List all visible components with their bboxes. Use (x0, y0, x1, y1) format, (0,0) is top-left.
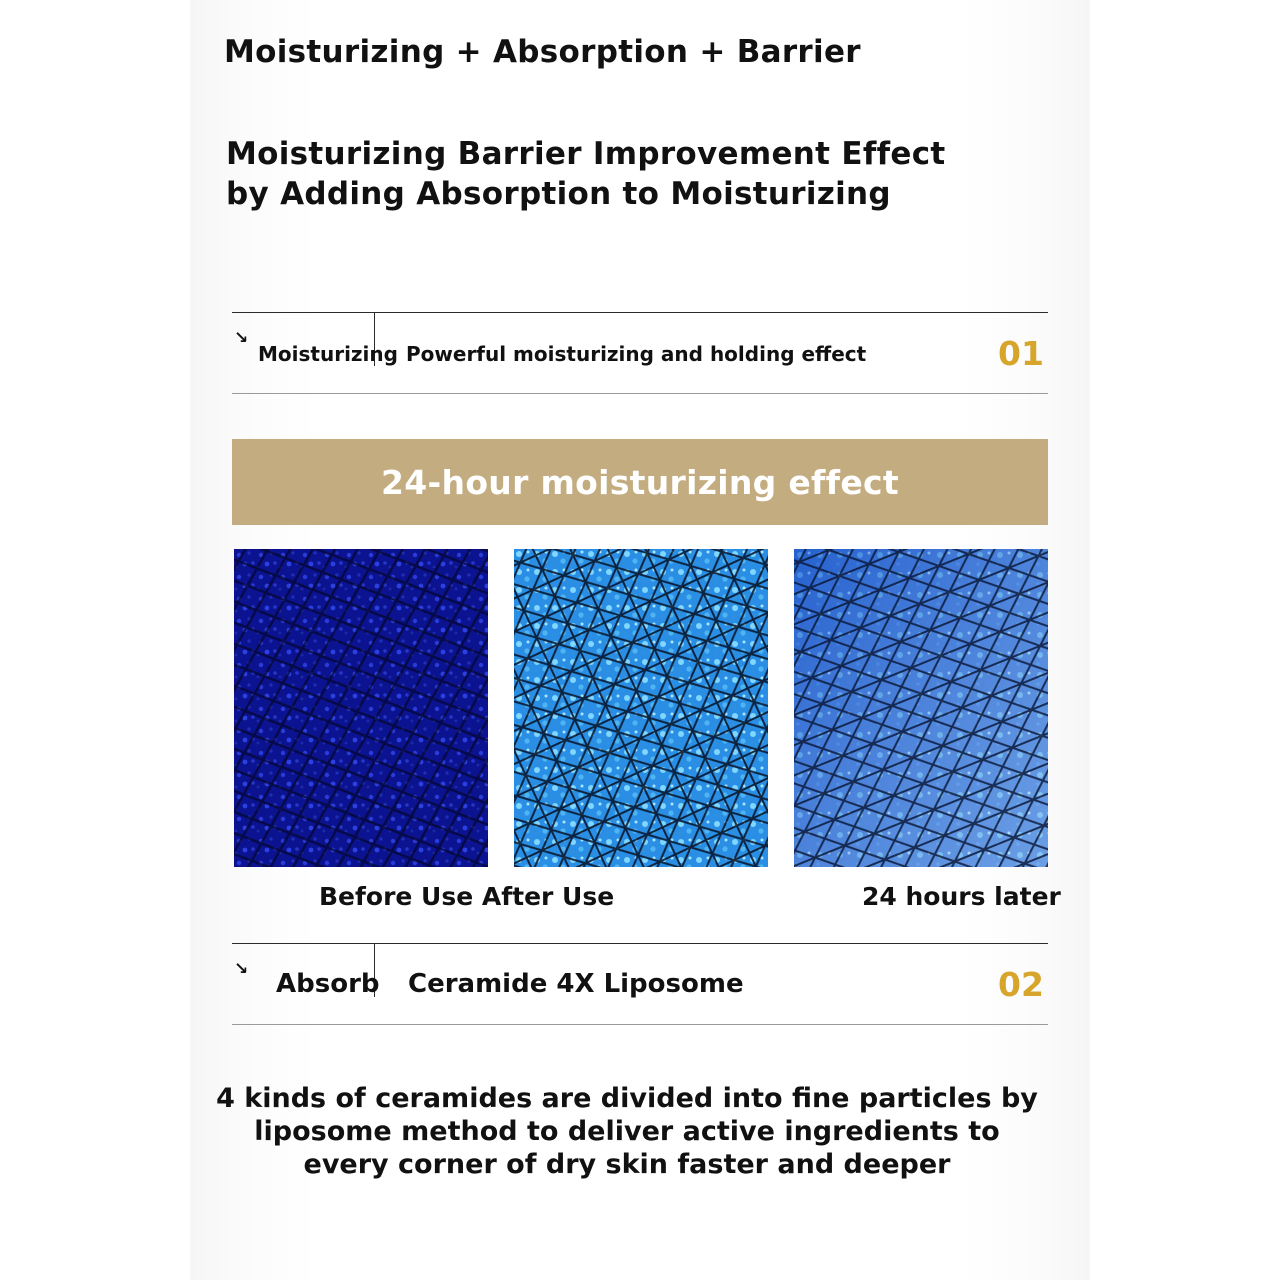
banner-title: 24-hour moisturizing effect (381, 462, 899, 502)
subtitle-line-2: by Adding Absorption to Moisturizing (226, 176, 891, 212)
subtitle-line-1: Moisturizing Barrier Improvement Effect (226, 136, 946, 172)
section-2-number: 02 (998, 965, 1044, 1004)
section-1-top-rule (232, 312, 1048, 313)
body-line-1: 4 kinds of ceramides are divided into fine particles by (216, 1083, 1038, 1114)
section-2-label: Absorb (276, 969, 380, 999)
section-1-label: Moisturizing (258, 342, 398, 366)
body-line-3: every corner of dry skin faster and deeper (303, 1149, 951, 1180)
ceramide-description (0, 1082, 1254, 1181)
arrow-down-right-icon: ↘ (234, 328, 249, 348)
section-1-number: 01 (998, 334, 1044, 373)
body-line-2: liposome method to deliver active ingredients to (254, 1116, 1000, 1147)
subtitle (226, 134, 946, 214)
section-2-description: Ceramide 4X Liposome (408, 969, 744, 999)
arrow-down-right-icon: ↘ (234, 959, 249, 979)
section-1-description: Powerful moisturizing and holding effect (406, 342, 867, 366)
24-hours-later-skin-image (794, 549, 1048, 867)
moisturizing-effect-banner (232, 439, 1048, 525)
before-use-skin-image (234, 549, 488, 867)
caption-24-hours-later: 24 hours later (862, 882, 1061, 911)
caption-before-after: Before Use After Use (319, 882, 615, 911)
after-use-skin-image (514, 549, 768, 867)
headline: Moisturizing + Absorption + Barrier (224, 34, 861, 70)
section-2-bottom-rule (232, 1024, 1048, 1025)
section-2-top-rule (232, 943, 1048, 944)
section-1-bottom-rule (232, 393, 1048, 394)
